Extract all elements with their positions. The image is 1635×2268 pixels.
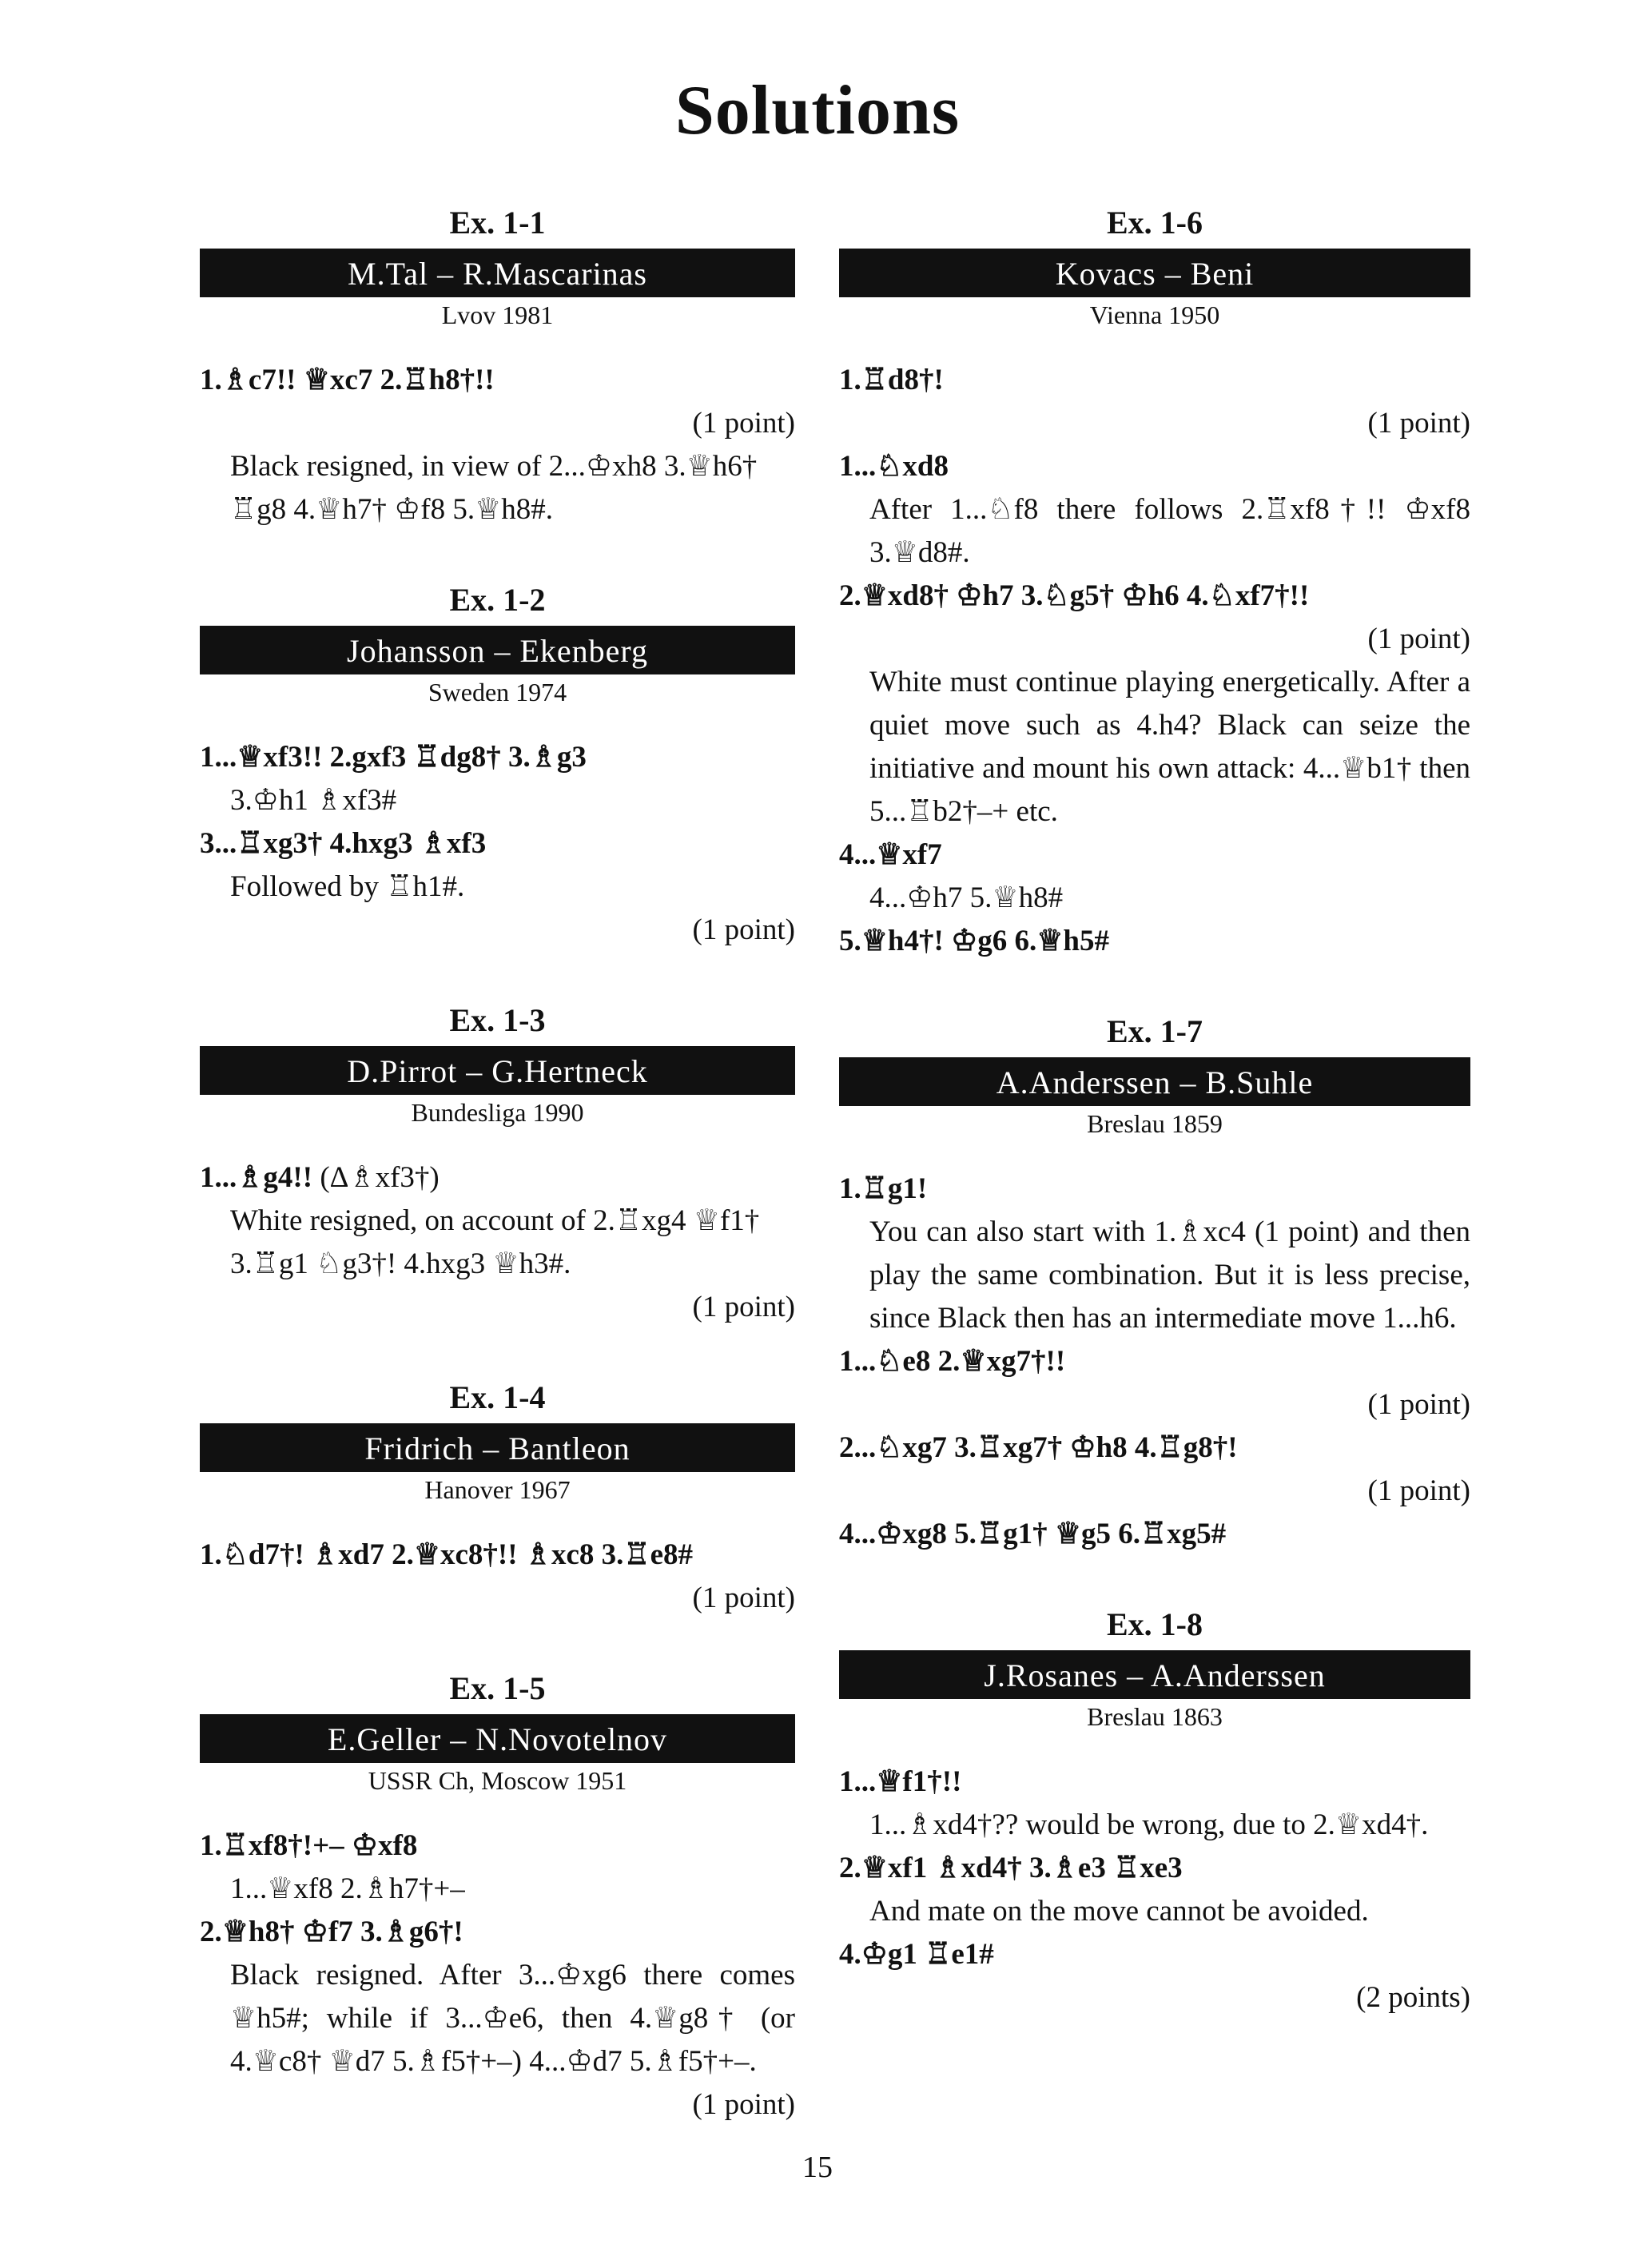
threat-note: (Δ♗xf3†) [312, 1161, 440, 1194]
commentary: Black resigned, in view of 2...♔xh8 3.♕h6† ♖g8 4.♕h7† ♔f8 5.♕h8#. [230, 450, 758, 526]
exercise-1-3 [200, 1001, 795, 1329]
variation: 4...♔h7 5.♕h8# [869, 881, 1064, 914]
solution-moves: 1.♖d8†! [839, 364, 944, 396]
game-venue: Bundesliga 1990 [411, 1098, 584, 1127]
solution-moves: 2.♕h8† ♔f7 3.♗g6†! [200, 1916, 463, 1948]
left-column [200, 204, 795, 2176]
game-players-bar: A.Anderssen – B.Suhle [839, 1060, 1470, 1106]
commentary: 1...♗xd4†?? would be wrong, due to 2.♕xd4†. [869, 1808, 1429, 1841]
exercise-number: Ex. 1-4 [449, 1379, 546, 1415]
points: (2 points) [1356, 1981, 1470, 2014]
exercise-number: Ex. 1-5 [449, 1670, 546, 1706]
solution-moves: 5.♕h4†! ♔g6 6.♕h5# [839, 925, 1109, 957]
page-number: 15 [802, 2151, 833, 2184]
game-players-bar: J.Rosanes – A.Anderssen [839, 1653, 1470, 1699]
solution-moves: 2.♕xf1 ♗xd4† 3.♗e3 ♖xe3 [839, 1852, 1183, 1884]
points: (1 point) [692, 1582, 795, 1614]
commentary: White resigned, on account of 2.♖xg4 ♕f1† 3.♖g1 ♘g3†! 4.hxg3 ♕h3#. [230, 1204, 760, 1280]
solution-moves: 2...♘xg7 3.♖xg7† ♔h8 4.♖g8†! [839, 1431, 1238, 1464]
commentary: Followed by ♖h1#. [230, 870, 465, 903]
exercise-number: Ex. 1-6 [1107, 205, 1203, 241]
game-venue: Breslau 1859 [1087, 1109, 1223, 1138]
exercise-number: Ex. 1-2 [449, 582, 546, 618]
game-players-bar: Johansson – Ekenberg [200, 628, 795, 674]
solution-moves: 1...♕f1†!! [839, 1765, 962, 1798]
commentary: And mate on the move cannot be avoided. [869, 1895, 1369, 1928]
points: (1 point) [692, 1291, 795, 1323]
solution-moves: 4.♔g1 ♖e1# [839, 1938, 994, 1971]
exercise-1-6 [839, 204, 1470, 963]
solution-moves: 1.♖xf8†!+– ♔xf8 [200, 1829, 418, 1862]
variation: 1...♕xf8 2.♗h7†+– [230, 1872, 465, 1905]
game-players-bar: Kovacs – Beni [839, 251, 1470, 297]
game-venue: Lvov 1981 [441, 300, 554, 329]
solution-moves: 1.♗c7!! ♕xc7 2.♖h8†!! [200, 364, 495, 396]
game-players-bar: Fridrich – Bantleon [200, 1426, 795, 1472]
solution-moves: 1.♘d7†! ♗xd7 2.♕xc8†!! ♗xc8 3.♖e8# [200, 1538, 693, 1571]
exercise-1-2 [200, 581, 795, 952]
exercise-number: Ex. 1-1 [449, 205, 546, 241]
points: (1 point) [1367, 1388, 1470, 1421]
points: (1 point) [692, 407, 795, 440]
commentary: Black resigned. After 3...♔xg6 there comes ♕h5#; while if 3...♔e6, then 4.♕g8† (or 4.♕c8† ♕d7 5.♗f5†+–) 4...♔d7 5.♗f5†+–. [230, 1959, 795, 2078]
right-column [839, 204, 1470, 2069]
points: (1 point) [1367, 623, 1470, 655]
solution-moves: 4...♕xf7 [839, 838, 942, 871]
game-players-bar: D.Pirrot – G.Hertneck [200, 1048, 795, 1095]
game-venue: USSR Ch, Moscow 1951 [368, 1766, 627, 1795]
solution-moves: 4...♔xg8 5.♖g1† ♕g5 6.♖xg5# [839, 1518, 1227, 1550]
points: (1 point) [692, 913, 795, 946]
variation: 3.♔h1 ♗xf3# [230, 784, 397, 817]
exercise-number: Ex. 1-7 [1107, 1013, 1203, 1049]
game-venue: Vienna 1950 [1089, 300, 1220, 329]
points: (1 point) [1367, 1474, 1470, 1507]
exercise-1-8 [839, 1606, 1470, 2019]
solution-line [200, 1156, 795, 1200]
game-venue: Sweden 1974 [428, 678, 567, 706]
exercise-1-4 [200, 1379, 795, 1620]
game-venue: Hanover 1967 [424, 1475, 571, 1504]
exercise-1-5 [200, 1669, 795, 2127]
solution-moves: 1...♘e8 2.♕xg7†!! [839, 1345, 1066, 1378]
commentary: After 1...♘f8 there follows 2.♖xf8†!! ♔xf8 3.♕d8#. [869, 493, 1470, 569]
game-players-bar: M.Tal – R.Mascarinas [200, 251, 795, 297]
solution-moves: 1...♕xf3!! 2.gxf3 ♖dg8† 3.♗g3 [200, 741, 587, 774]
points: (1 point) [1367, 407, 1470, 440]
solution-moves: 2.♕xd8† ♔h7 3.♘g5† ♔h6 4.♘xf7†!! [839, 579, 1310, 612]
solution-moves: 1...♗g4!! [200, 1161, 313, 1194]
solution-moves: 1.♖g1! [839, 1172, 928, 1205]
exercise-1-1 [200, 204, 795, 531]
commentary: White must continue playing energetically. After a quiet move such as 4.h4? Black can seize the initiative and mount his own attack: 4...♕b1† then 5...♖b2†–+ etc. [869, 666, 1470, 828]
solution-moves: 3...♖xg3† 4.hxg3 ♗xf3 [200, 827, 487, 860]
exercise-1-7 [839, 1013, 1470, 1556]
game-players-bar: E.Geller – N.Novotelnov [200, 1717, 795, 1763]
page-title: Solutions [674, 72, 961, 149]
solution-moves: 1...♘xd8 [839, 450, 949, 483]
commentary: You can also start with 1.♗xc4 (1 point) and then play the same combination. But it is less precise, since Black then has an intermediate move 1...h6. [869, 1216, 1470, 1335]
game-venue: Breslau 1863 [1087, 1702, 1223, 1731]
points: (1 point) [692, 2088, 795, 2121]
exercise-number: Ex. 1-3 [449, 1002, 546, 1038]
exercise-number: Ex. 1-8 [1107, 1606, 1203, 1642]
